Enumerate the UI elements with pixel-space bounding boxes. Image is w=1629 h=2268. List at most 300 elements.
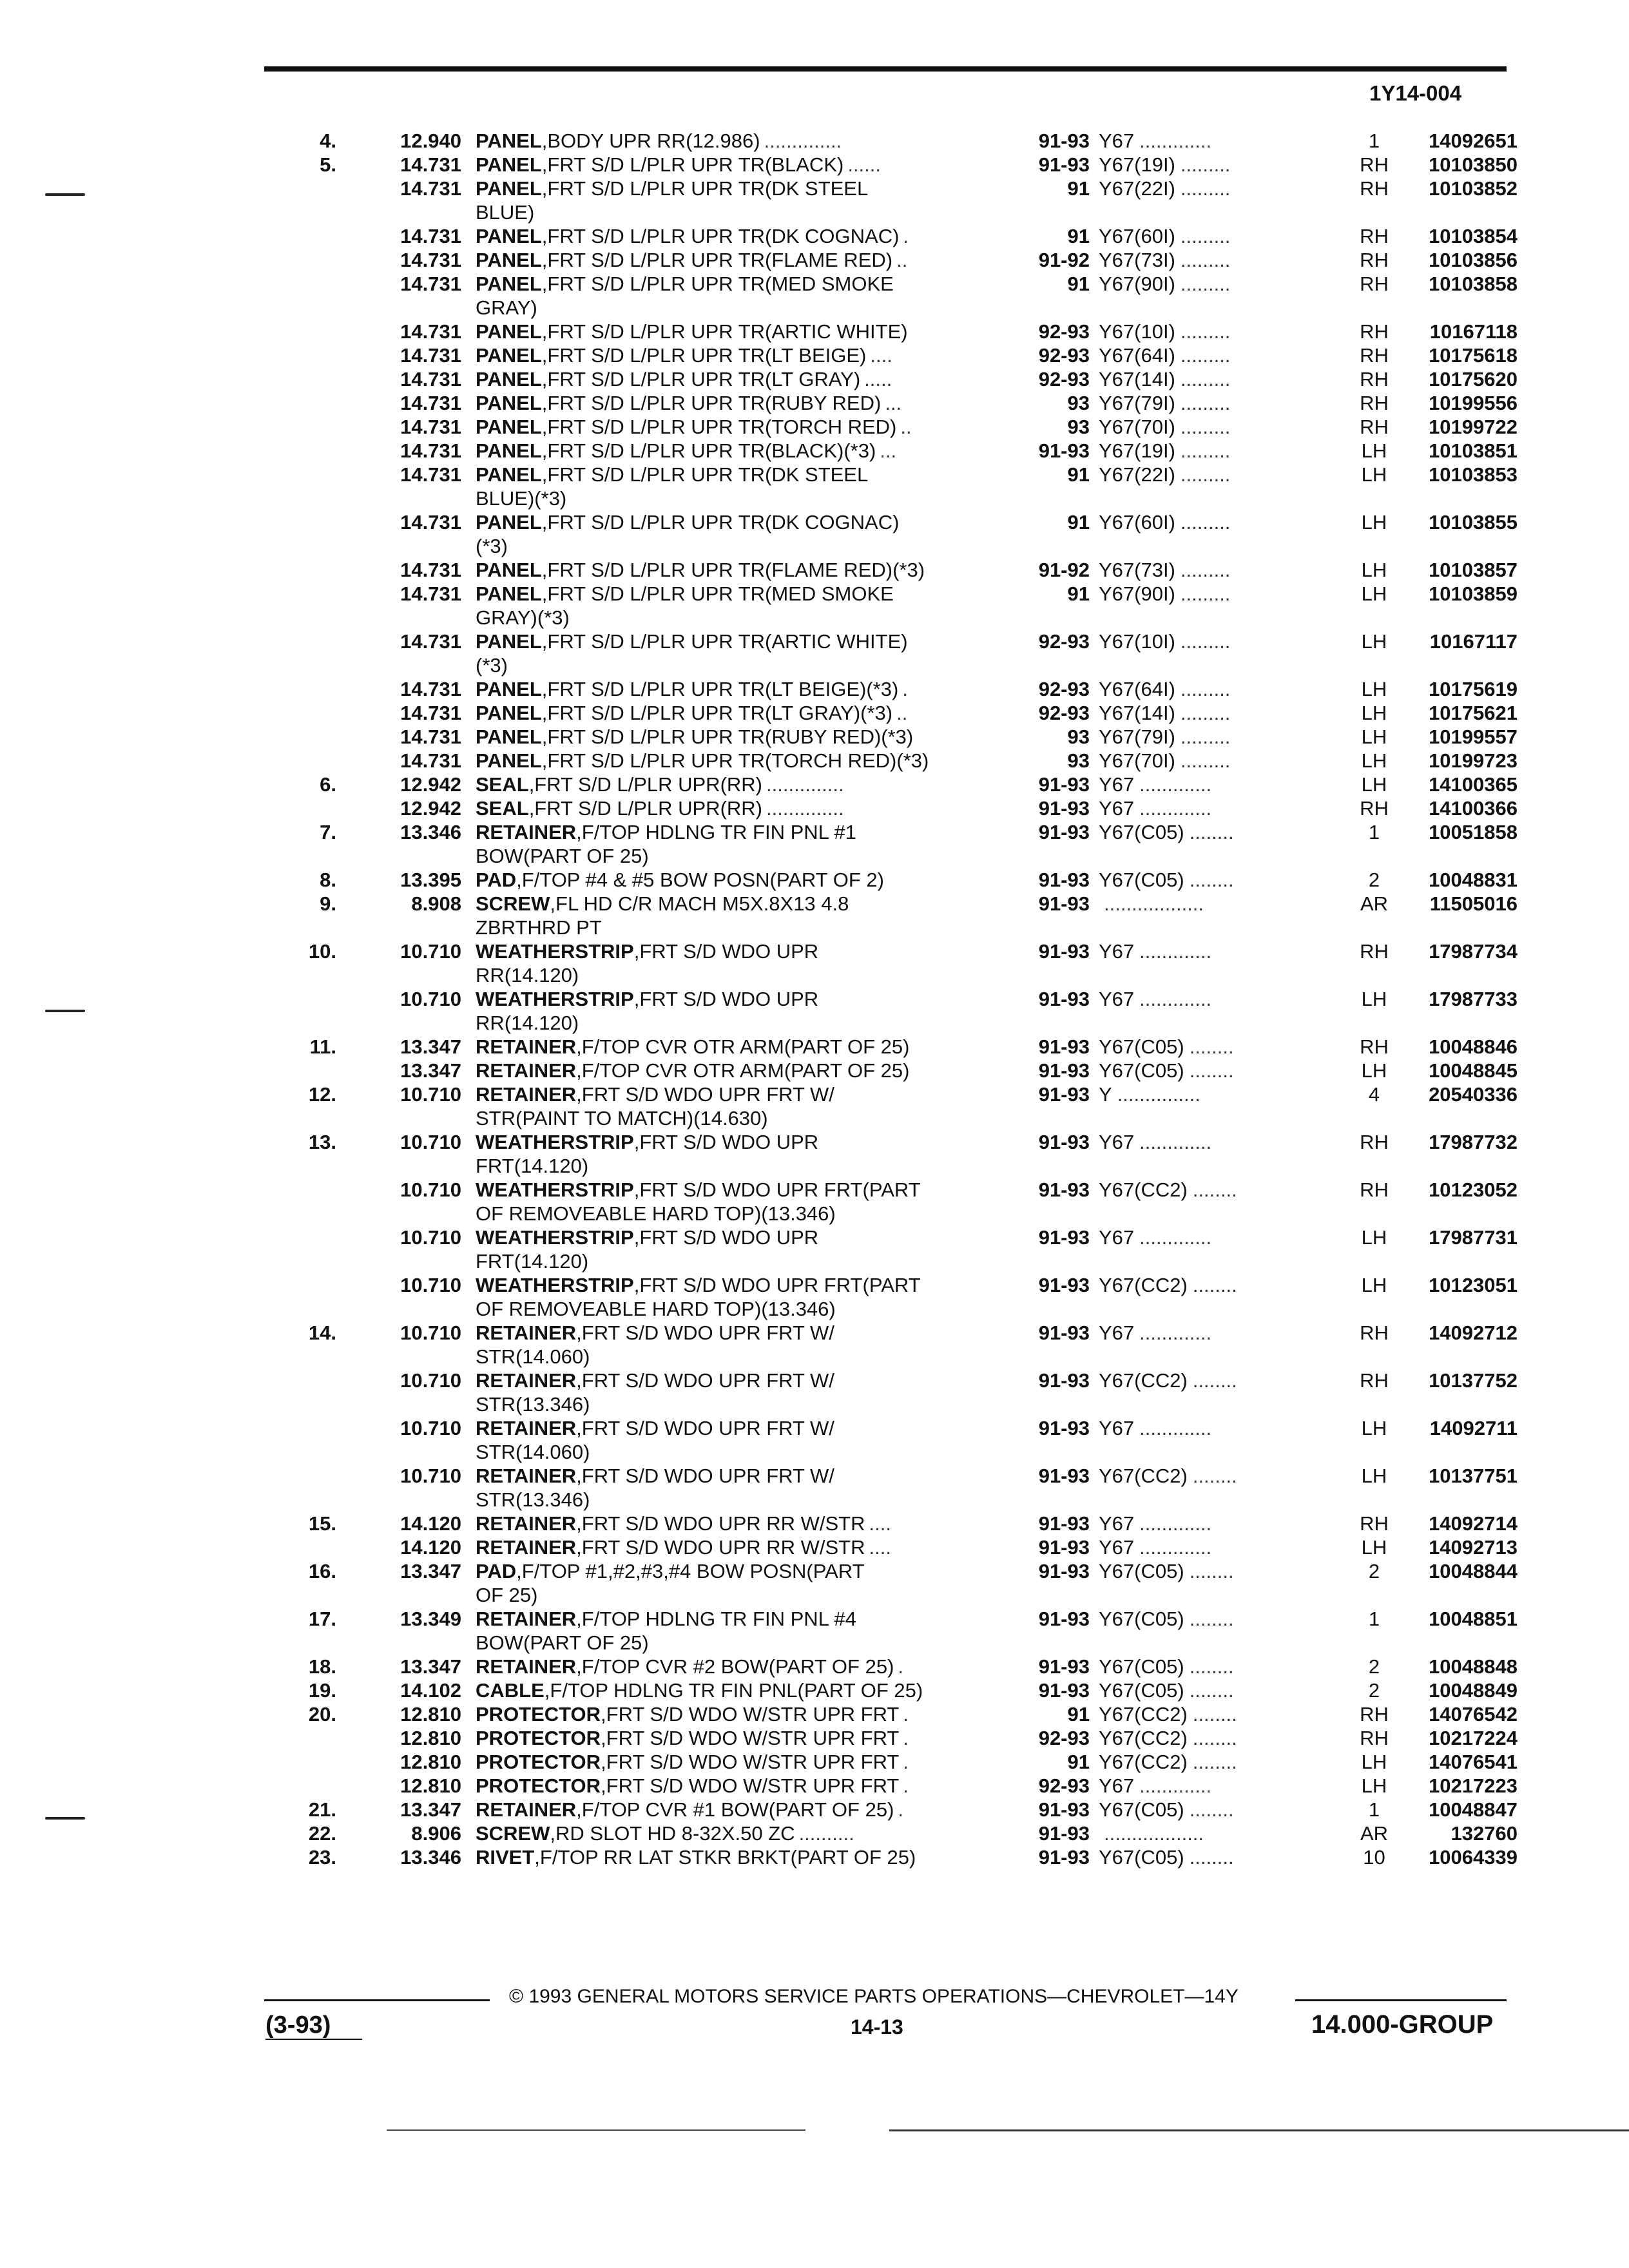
dot-leader: ......... <box>1180 559 1231 581</box>
dot-leader: ............. <box>1139 1512 1212 1535</box>
dot-leader: ......... <box>1180 225 1231 247</box>
description <box>476 367 1027 391</box>
part-detail: ,FRT S/D L/PLR UPR TR(LT BEIGE)(*3) <box>541 678 899 700</box>
table-row <box>0 1273 1629 1321</box>
model-code <box>1099 701 1347 725</box>
description-line <box>476 820 1020 844</box>
table-row <box>0 272 1629 320</box>
model-value: Y67(79I) <box>1099 392 1175 414</box>
dot-leader: .. <box>896 702 908 724</box>
part-detail: ,FRT S/D WDO UPR FRT W/ <box>576 1465 834 1487</box>
dot-leader: ......... <box>1180 630 1231 653</box>
model-code <box>1099 987 1347 1011</box>
description-line <box>476 1774 1020 1798</box>
quantity-side: RH <box>1360 153 1389 176</box>
part-number: 17987733 <box>1429 988 1518 1010</box>
description <box>476 1774 1027 1798</box>
description-line <box>476 320 1020 343</box>
dot-leader: . <box>898 1655 904 1678</box>
description <box>476 415 1027 439</box>
dot-leader: ......... <box>1180 368 1231 390</box>
dot-leader: ............. <box>1139 988 1212 1010</box>
description-line <box>476 1535 1020 1559</box>
model-value: Y67 <box>1099 1512 1135 1535</box>
dot-leader: ......... <box>1180 463 1231 486</box>
part-name: RETAINER <box>476 1465 577 1487</box>
group-number: 13.347 <box>400 1059 461 1082</box>
model-years: 92-93 <box>1038 630 1090 653</box>
quantity-side: 1 <box>1368 1798 1380 1821</box>
dot-leader: .................. <box>1104 1822 1204 1845</box>
ref-number: 22. <box>308 1822 336 1845</box>
model-years: 91 <box>1067 582 1090 605</box>
model-years: 91-93 <box>1038 988 1090 1010</box>
description-line <box>476 629 1020 653</box>
part-name: PANEL <box>476 320 542 343</box>
description <box>476 677 1027 701</box>
table-row <box>0 224 1629 248</box>
model-years: 91 <box>1067 225 1090 247</box>
description <box>476 1464 1027 1512</box>
part-number: 10103853 <box>1429 463 1518 486</box>
description-line <box>476 1035 1020 1059</box>
part-name: PAD <box>476 869 517 891</box>
table-row <box>0 1845 1629 1869</box>
model-code <box>1099 677 1347 701</box>
description <box>476 463 1027 510</box>
description-line <box>476 153 1020 177</box>
description-line <box>476 1059 1020 1082</box>
description <box>476 1726 1027 1750</box>
dot-leader: ........ <box>1189 1655 1234 1678</box>
ref-number: 20. <box>308 1703 336 1725</box>
part-name: PANEL <box>476 130 542 152</box>
group-number: 14.731 <box>400 320 461 343</box>
part-number: 10167117 <box>1429 630 1518 653</box>
dot-leader: ............. <box>1139 1774 1212 1797</box>
part-detail: ,FRT S/D WDO UPR FRT W/ <box>576 1083 834 1106</box>
ref-number: 18. <box>308 1655 336 1678</box>
model-code <box>1099 1798 1347 1821</box>
group-number: 14.731 <box>400 749 461 772</box>
part-detail: ,F/TOP #4 & #5 BOW POSN(PART OF 2) <box>516 869 884 891</box>
part-number: 10103854 <box>1429 225 1518 247</box>
model-value: Y67(73I) <box>1099 249 1175 271</box>
dot-leader: ............... <box>1117 1083 1200 1106</box>
dot-leader: ......... <box>1180 511 1231 533</box>
group-number: 12.942 <box>400 797 461 820</box>
model-years: 92-93 <box>1038 1774 1090 1797</box>
part-detail: ,FRT S/D WDO UPR <box>633 1226 819 1249</box>
group-number: 10.710 <box>400 1465 461 1487</box>
model-years: 91-93 <box>1038 1560 1090 1582</box>
model-years: 91-93 <box>1038 439 1090 462</box>
model-code <box>1099 749 1347 773</box>
quantity-side: RH <box>1360 1703 1389 1725</box>
group-number: 12.810 <box>400 1774 461 1797</box>
part-detail: ,FRT S/D L/PLR UPR TR(ARTIC WHITE) <box>541 320 908 343</box>
quantity-side: LH <box>1361 582 1387 605</box>
part-detail: ,FRT S/D L/PLR UPR TR(FLAME RED)(*3) <box>541 559 925 581</box>
description <box>476 558 1027 582</box>
parts-table <box>0 129 1629 1869</box>
description-continuation: RR(14.120) <box>476 1012 579 1034</box>
table-row <box>0 773 1629 796</box>
description <box>476 820 1027 868</box>
part-detail: ,FRT S/D WDO W/STR UPR FRT <box>601 1727 900 1749</box>
description <box>476 1512 1027 1535</box>
description <box>476 391 1027 415</box>
bottom-rule-right <box>889 2129 1629 2131</box>
description <box>476 1845 1027 1869</box>
group-number: 10.710 <box>400 1274 461 1296</box>
page-number: 14-13 <box>851 2015 903 2039</box>
part-number: 14100365 <box>1429 773 1518 796</box>
ref-number: 14. <box>308 1321 336 1344</box>
quantity-side: LH <box>1361 463 1387 486</box>
dot-leader: ........ <box>1192 1751 1237 1773</box>
group-number: 12.940 <box>400 130 461 152</box>
table-row <box>0 868 1629 892</box>
group-number: 13.395 <box>400 869 461 891</box>
model-code <box>1099 320 1347 343</box>
description-continuation: BOW(PART OF 25) <box>476 1631 649 1654</box>
dot-leader: . <box>898 1798 904 1821</box>
description-continuation: BLUE) <box>476 201 535 224</box>
description-line <box>476 1225 1020 1249</box>
quantity-side: RH <box>1360 1321 1389 1344</box>
model-code <box>1099 1678 1347 1702</box>
description <box>476 1273 1027 1321</box>
part-detail: ,FRT S/D WDO UPR FRT(PART <box>633 1178 921 1201</box>
dot-leader: ............. <box>1139 773 1212 796</box>
part-detail: ,FL HD C/R MACH M5X.8X13 4.8 <box>550 892 849 915</box>
table-row <box>0 439 1629 463</box>
part-detail: ,FRT S/D WDO W/STR UPR FRT <box>601 1774 900 1797</box>
model-years: 91-93 <box>1038 1131 1090 1153</box>
model-value: Y67 <box>1099 1131 1135 1153</box>
part-name: PANEL <box>476 463 542 486</box>
model-code <box>1099 1535 1347 1559</box>
description-line <box>476 558 1020 582</box>
model-years: 91-93 <box>1038 773 1090 796</box>
description <box>476 1082 1027 1130</box>
model-code <box>1099 1702 1347 1726</box>
table-row <box>0 1130 1629 1178</box>
description-line <box>476 1416 1020 1440</box>
model-years: 91-93 <box>1038 1059 1090 1082</box>
description-line <box>476 1607 1020 1631</box>
part-name: RETAINER <box>476 1798 577 1821</box>
quantity-side: 4 <box>1368 1083 1380 1106</box>
model-years: 91-93 <box>1038 892 1090 915</box>
dot-leader: . <box>903 1703 909 1725</box>
model-value: Y67(90I) <box>1099 582 1175 605</box>
ref-number: 8. <box>320 869 336 891</box>
description-line <box>476 725 1020 749</box>
model-code <box>1099 820 1347 844</box>
group-number: 8.906 <box>411 1822 461 1845</box>
model-years: 92-93 <box>1038 320 1090 343</box>
model-code <box>1099 773 1347 796</box>
description-line <box>476 439 1020 463</box>
model-code <box>1099 1726 1347 1750</box>
description-continuation: OF REMOVEABLE HARD TOP)(13.346) <box>476 1202 836 1225</box>
model-code <box>1099 1655 1347 1678</box>
group-number: 10.710 <box>400 1131 461 1153</box>
model-value: Y67(CC2) <box>1099 1727 1188 1749</box>
quantity-side: RH <box>1360 249 1389 271</box>
model-years: 91-93 <box>1038 1536 1090 1559</box>
part-detail: ,FRT S/D L/PLR UPR(RR) <box>528 773 762 796</box>
model-years: 92-93 <box>1038 678 1090 700</box>
model-code <box>1099 391 1347 415</box>
quantity-side: LH <box>1361 1059 1387 1082</box>
part-number: 10103855 <box>1429 511 1518 533</box>
model-value: Y67 <box>1099 1417 1135 1439</box>
group-number: 14.731 <box>400 392 461 414</box>
part-number: 10048845 <box>1429 1059 1518 1082</box>
description <box>476 1798 1027 1821</box>
model-value: Y67(C05) <box>1099 1035 1184 1058</box>
part-number: 11505016 <box>1429 892 1518 915</box>
table-row <box>0 177 1629 224</box>
model-code <box>1099 129 1347 153</box>
part-detail: ,F/TOP CVR #1 BOW(PART OF 25) <box>576 1798 894 1821</box>
part-name: WEATHERSTRIP <box>476 988 634 1010</box>
description <box>476 1535 1027 1559</box>
group-number: 13.346 <box>400 1846 461 1869</box>
ref-number: 21. <box>308 1798 336 1821</box>
part-number: 10048846 <box>1429 1035 1518 1058</box>
model-years: 91-92 <box>1038 559 1090 581</box>
model-years: 93 <box>1067 726 1090 748</box>
dot-leader: ............. <box>1139 1321 1212 1344</box>
part-number: 10199722 <box>1429 416 1518 438</box>
quantity-side: 10 <box>1363 1846 1385 1869</box>
group-number: 14.731 <box>400 153 461 176</box>
part-name: PROTECTOR <box>476 1727 601 1749</box>
quantity-side: 2 <box>1368 1560 1380 1582</box>
dot-leader: ........ <box>1192 1369 1237 1392</box>
part-name: RETAINER <box>476 1608 577 1630</box>
dot-leader: ......... <box>1180 726 1231 748</box>
table-row <box>0 1321 1629 1369</box>
dot-leader: .............. <box>764 130 842 152</box>
group-number: 14.731 <box>400 463 461 486</box>
part-name: WEATHERSTRIP <box>476 1178 634 1201</box>
quantity-side: 2 <box>1368 1655 1380 1678</box>
group-number: 13.347 <box>400 1655 461 1678</box>
description-line <box>476 1821 1020 1845</box>
group-label: 14.000-GROUP <box>1311 2010 1494 2039</box>
part-name: PROTECTOR <box>476 1751 601 1773</box>
part-detail: ,FRT S/D L/PLR UPR TR(TORCH RED)(*3) <box>541 749 929 772</box>
ref-number: 4. <box>320 130 336 152</box>
table-row <box>0 1369 1629 1416</box>
description-line <box>476 1559 1020 1583</box>
quantity-side: LH <box>1361 511 1387 533</box>
table-row <box>0 987 1629 1035</box>
description <box>476 749 1027 773</box>
description-line <box>476 1130 1020 1154</box>
ref-number: 23. <box>308 1846 336 1869</box>
description-line <box>476 391 1020 415</box>
model-years: 93 <box>1067 392 1090 414</box>
ref-number: 13. <box>308 1131 336 1153</box>
description-continuation: (*3) <box>476 535 508 557</box>
model-value: Y67(14I) <box>1099 368 1175 390</box>
part-name: PANEL <box>476 392 542 414</box>
description-line <box>476 1702 1020 1726</box>
description-line <box>476 749 1020 773</box>
table-row <box>0 1821 1629 1845</box>
dot-leader: ........ <box>1189 869 1234 891</box>
model-value: Y67(60I) <box>1099 511 1175 533</box>
part-number: 10175621 <box>1429 702 1518 724</box>
part-number: 10048831 <box>1429 869 1518 891</box>
description <box>476 224 1027 248</box>
part-number: 14092713 <box>1429 1536 1518 1559</box>
part-detail: ,BODY UPR RR(12.986) <box>541 130 760 152</box>
part-detail: ,FRT S/D L/PLR UPR TR(DK STEEL <box>541 177 869 200</box>
description-continuation: STR(PAINT TO MATCH)(14.630) <box>476 1107 768 1129</box>
model-years: 91-93 <box>1038 1655 1090 1678</box>
model-value: Y67(64I) <box>1099 678 1175 700</box>
part-name: SCREW <box>476 892 550 915</box>
description-line <box>476 510 1020 534</box>
group-number: 8.908 <box>411 892 461 915</box>
dot-leader: ......... <box>1180 439 1231 462</box>
part-number: 10048851 <box>1429 1608 1518 1630</box>
description-continuation: FRT(14.120) <box>476 1250 589 1273</box>
model-years: 91 <box>1067 463 1090 486</box>
model-code <box>1099 1559 1347 1583</box>
dot-leader: . <box>903 1751 909 1773</box>
dot-leader: ........ <box>1189 1846 1234 1869</box>
quantity-side: LH <box>1361 1226 1387 1249</box>
model-value: Y67(70I) <box>1099 416 1175 438</box>
model-code <box>1099 1774 1347 1798</box>
description-line <box>476 463 1020 486</box>
part-detail: ,F/TOP HDLNG TR FIN PNL #4 <box>576 1608 856 1630</box>
part-detail: ,FRT S/D L/PLR UPR TR(LT GRAY)(*3) <box>541 702 893 724</box>
part-name: RETAINER <box>476 1321 577 1344</box>
part-name: PROTECTOR <box>476 1703 601 1725</box>
description-line <box>476 1082 1020 1106</box>
description <box>476 1655 1027 1678</box>
quantity-side: RH <box>1360 273 1389 295</box>
model-code <box>1099 415 1347 439</box>
model-value: Y67 <box>1099 988 1135 1010</box>
dot-leader: ... <box>880 439 897 462</box>
quantity-side: 2 <box>1368 1679 1380 1702</box>
description-line <box>476 248 1020 272</box>
dot-leader: ...... <box>847 153 882 176</box>
part-name: PANEL <box>476 225 542 247</box>
table-row <box>0 1512 1629 1535</box>
description <box>476 892 1027 939</box>
quantity-side: LH <box>1361 559 1387 581</box>
model-years: 91-93 <box>1038 1846 1090 1869</box>
part-number: 17987734 <box>1429 940 1518 963</box>
part-detail: ,FRT S/D L/PLR UPR(RR) <box>528 797 762 820</box>
quantity-side: LH <box>1361 1274 1387 1296</box>
dot-leader: ......... <box>1180 392 1231 414</box>
table-row <box>0 1726 1629 1750</box>
description <box>476 987 1027 1035</box>
dot-leader: ........ <box>1189 1679 1234 1702</box>
group-number: 13.347 <box>400 1798 461 1821</box>
model-years: 91-93 <box>1038 1465 1090 1487</box>
part-name: PROTECTOR <box>476 1774 601 1797</box>
description-line <box>476 1750 1020 1774</box>
part-detail: ,FRT S/D WDO UPR <box>633 988 819 1010</box>
part-name: PANEL <box>476 368 542 390</box>
part-number: 10175619 <box>1429 678 1518 700</box>
quantity-side: 1 <box>1368 1608 1380 1630</box>
model-years: 91-93 <box>1038 869 1090 891</box>
part-detail: ,F/TOP #1,#2,#3,#4 BOW POSN(PART <box>516 1560 865 1582</box>
description-line <box>476 129 1020 153</box>
model-years: 91 <box>1067 1751 1090 1773</box>
group-number: 10.710 <box>400 1178 461 1201</box>
part-name: SEAL <box>476 773 529 796</box>
model-value: Y67(64I) <box>1099 344 1175 367</box>
quantity-side: RH <box>1360 1369 1389 1392</box>
quantity-side: RH <box>1360 1512 1389 1535</box>
table-row <box>0 1178 1629 1225</box>
description-line <box>476 272 1020 296</box>
group-number: 14.731 <box>400 368 461 390</box>
part-name: RETAINER <box>476 1512 577 1535</box>
group-number: 14.731 <box>400 344 461 367</box>
ref-number: 11. <box>309 1035 336 1058</box>
dot-leader: .. <box>896 249 908 271</box>
description-continuation: FRT(14.120) <box>476 1155 589 1177</box>
dot-leader: ........ <box>1189 1059 1234 1082</box>
table-row <box>0 629 1629 677</box>
description-line <box>476 1178 1020 1202</box>
part-detail: ,FRT S/D L/PLR UPR TR(BLACK)(*3) <box>541 439 876 462</box>
quantity-side: RH <box>1360 1035 1389 1058</box>
group-number: 10.710 <box>400 1083 461 1106</box>
part-detail: ,FRT S/D L/PLR UPR TR(LT BEIGE) <box>541 344 867 367</box>
quantity-side: LH <box>1361 773 1387 796</box>
part-number: 10048847 <box>1429 1798 1518 1821</box>
model-code <box>1099 939 1347 963</box>
part-number: 14100366 <box>1429 797 1518 820</box>
model-code <box>1099 1178 1347 1202</box>
model-code <box>1099 1035 1347 1059</box>
description <box>476 701 1027 725</box>
table-row <box>0 1416 1629 1464</box>
description-continuation: (*3) <box>476 654 508 677</box>
model-value: Y67 <box>1099 1536 1135 1559</box>
table-row <box>0 320 1629 343</box>
part-detail: ,FRT S/D WDO UPR FRT(PART <box>633 1274 921 1296</box>
part-detail: ,FRT S/D L/PLR UPR TR(DK COGNAC) <box>541 511 900 533</box>
model-value: Y67(C05) <box>1099 869 1184 891</box>
description <box>476 773 1027 796</box>
dot-leader: .............. <box>766 773 844 796</box>
quantity-side: RH <box>1360 1727 1389 1749</box>
model-value: Y67(79I) <box>1099 726 1175 748</box>
part-detail: ,FRT S/D L/PLR UPR TR(MED SMOKE <box>541 273 894 295</box>
table-row <box>0 248 1629 272</box>
model-years: 91-93 <box>1038 1274 1090 1296</box>
part-detail: ,FRT S/D WDO UPR RR W/STR <box>576 1536 865 1559</box>
